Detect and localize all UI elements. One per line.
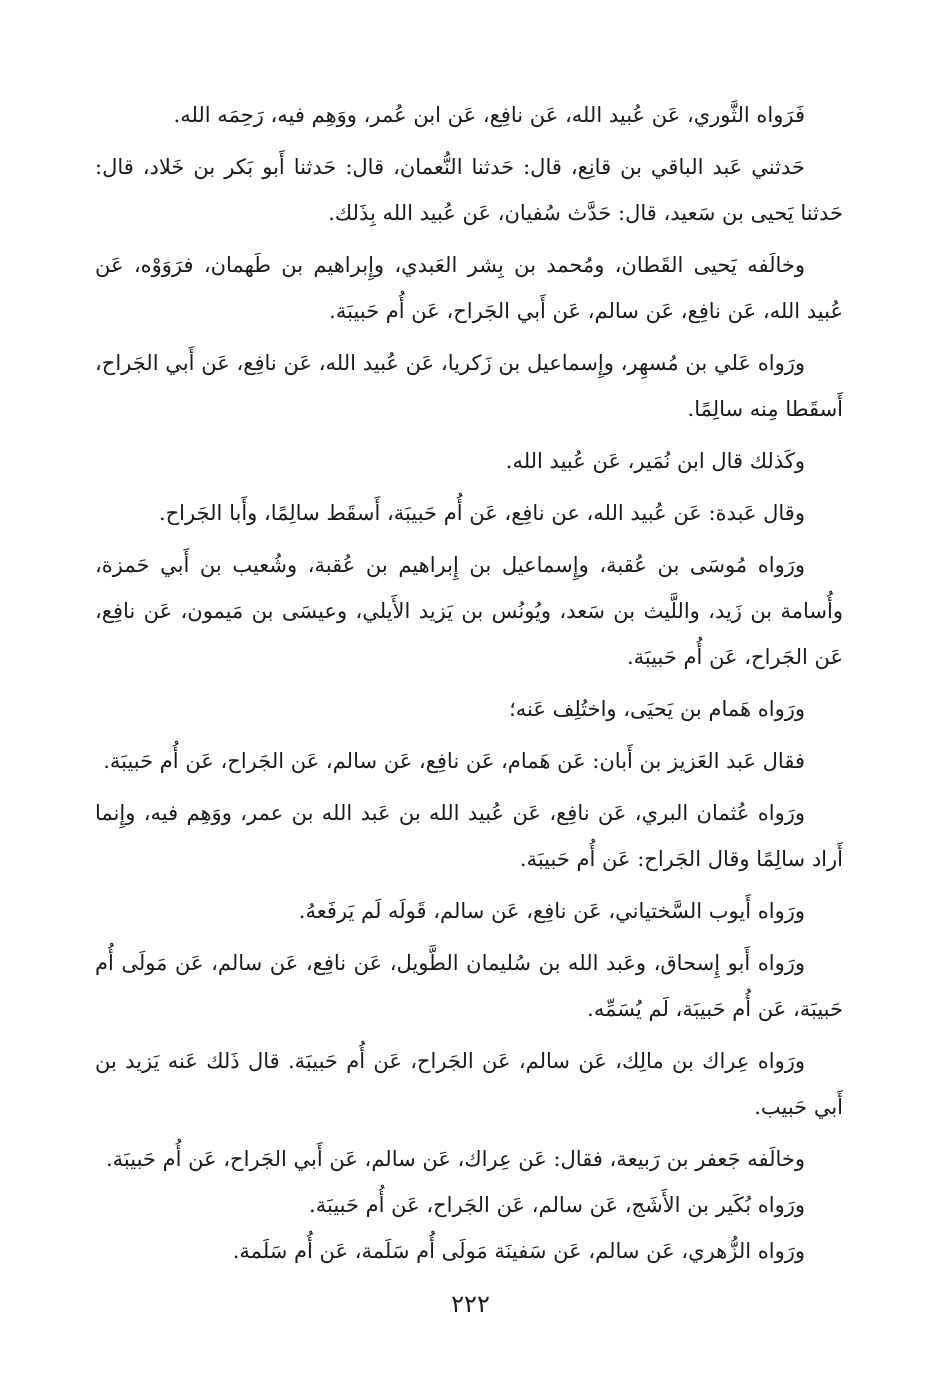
paragraph: ورَواه بُكَير بن الأَشَج، عَن سالم، عَن الجَراح، عَن أُم حَبيبَة. bbox=[309, 1193, 805, 1217]
paragraph: ورَواه أَيوب السَّختياني، عَن نافِع، عَن سالم، قَولَه لَم يَرفَعهُ. bbox=[298, 899, 805, 923]
paragraph: ورَواه الزُّهري، عَن سالم، عَن سَفينَة مَولَى أُم سَلَمة، عَن أُم سَلَمة. bbox=[232, 1239, 805, 1263]
paragraph: وكَذلك قال ابن نُمَير، عَن عُبيد الله. bbox=[505, 449, 805, 473]
paragraph: وقال عَبدة: عَن عُبيد الله، عن نافِع، عَن أُم حَبيبَة، أَسقَط سالِمًا، وأَبا الجَراح. bbox=[158, 501, 805, 525]
paragraph: حَدثني عَبد الباقي بن قانِع، قال: حَدثنا النُّعمان، قال: حَدثنا أَبو بَكر بن خَلاد، قال: حَدثنا يَحيى بن سَعيد، قال: حَدَّث سُفيان، عَن عُبيد الله بِذَلك. bbox=[95, 155, 843, 225]
paragraph: ورَواه مُوسَى بن عُقبة، وإِسماعيل بن إِبراهيم بن عُقبة، وشُعيب بن أَبي حَمزة، وأُسامة بن زَيد، واللَّيث بن سَعد، ويُونُس بن يَزيد الأَيلي، وعيسَى بن مَيمون، عَن نافِع، عَن الجَراح، عَن أُم حَبيبَة. bbox=[95, 553, 843, 669]
paragraph: وخالَفه يَحيى القَطان، ومُحمد بن بِشر العَبدي، وإِبراهيم بن طَهمان، فرَوَوْه، عَن عُبيد الله، عَن نافِع، عَن سالم، عَن أَبي الجَراح، عَن أُم حَبيبَة. bbox=[95, 253, 843, 323]
paragraph: ورَواه عُثمان البري، عَن نافِع، عَن عُبيد الله بن عَبد الله بن عمر، ووَهِم فيه، وإِنما أَراد سالِمًا وقال الجَراح: عَن أُم حَبيبَة. bbox=[95, 801, 843, 871]
paragraph: ورَواه عِراك بن مالِك، عَن سالم، عَن الجَراح، عَن أُم حَبيبَة. قال ذَلك عَنه يَزيد بن أَبي حَبيب. bbox=[95, 1049, 843, 1119]
paragraph: ورَواه هَمام بن يَحيَى، واختُلِف عَنه؛ bbox=[509, 697, 805, 721]
paragraph: فَرَواه الثَّوري، عَن عُبيد الله، عَن نافِع، عَن ابن عُمر، ووَهِم فيه، رَحِمَه الله. bbox=[173, 103, 805, 127]
paragraph: ورَواه أَبو إِسحاق، وعَبد الله بن سُليمان الطَّويل، عَن نافِع، عَن سالم، عَن مَولَى أُم حَبيبَة، عَن أُم حَبيبَة، لَم يُسَمِّه. bbox=[95, 951, 843, 1021]
body-text bbox=[95, 92, 843, 1274]
page-number: ٢٢٢ bbox=[451, 1290, 490, 1318]
paragraph: فقال عَبد العَزيز بن أَبان: عَن هَمام، عَن نافِع، عَن سالم، عَن الجَراح، عَن أُم حَبيبَة. bbox=[103, 749, 805, 773]
paragraph: وخالَفه جَعفر بن رَبيعة، فقال: عَن عِراك، عَن سالم، عَن أَبي الجَراح، عَن أُم حَبيبَة. bbox=[105, 1147, 805, 1171]
paragraph: ورَواه عَلي بن مُسهِر، وإِسماعيل بن زَكريا، عَن عُبيد الله، عَن نافِع، عَن أَبي الجَراح، أَسقَطا مِنه سالِمًا. bbox=[95, 351, 843, 421]
